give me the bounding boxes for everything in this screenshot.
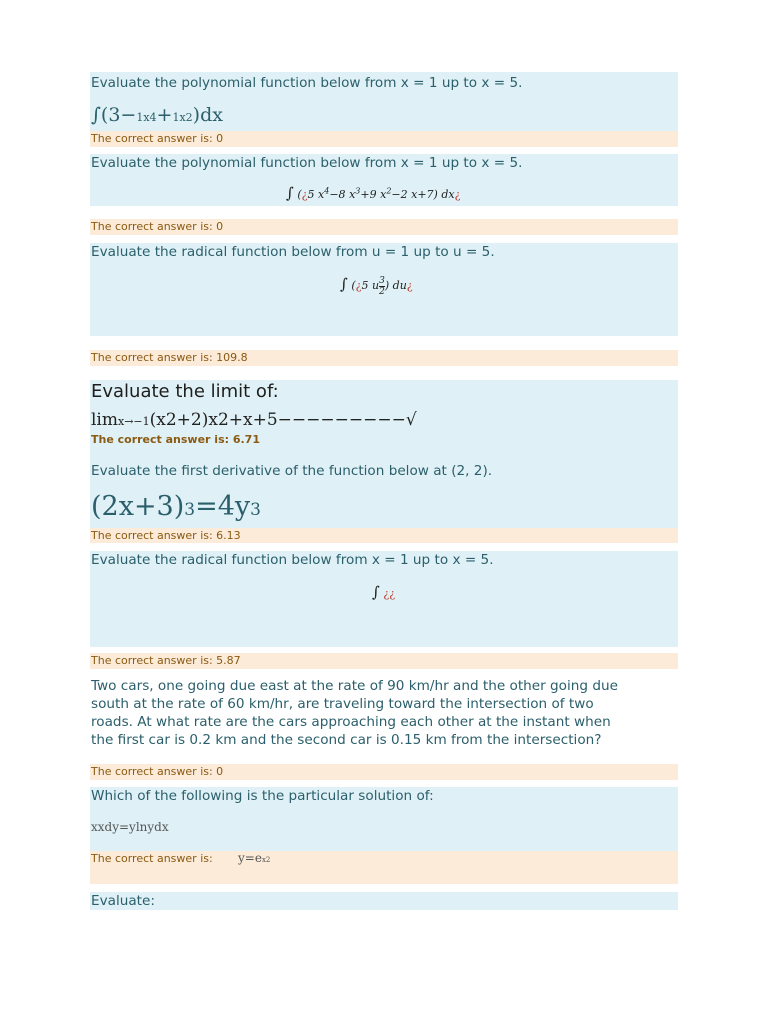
answer-2: The correct answer is: 0	[90, 219, 678, 235]
question-line-7-3: roads. At what rate are the cars approaching each other at the instant when	[91, 714, 611, 730]
question-text-6: Evaluate the radical function below from x = 1 up to x = 5.	[91, 552, 494, 568]
integral-formula-3: ∫ (¿5 u $\frac{3}{2}$ ) du¿	[340, 275, 413, 297]
question-block-6	[90, 551, 678, 647]
integral-formula-2: ∫ (¿5 $x^4-8$ $x^3+9$ $x^2-2$ x+7) dx¿	[286, 184, 461, 202]
answer-7: The correct answer is: 0	[90, 764, 678, 780]
question-block-4	[90, 380, 678, 528]
question-text-4: Evaluate the limit of:	[91, 381, 279, 402]
question-block-9	[90, 892, 678, 910]
question-text-9: Evaluate:	[91, 893, 155, 909]
question-text-1: Evaluate the polynomial function below from x = 1 up to x = 5.	[91, 75, 523, 91]
question-line-7-2: south at the rate of 60 km/hr, are traveling toward the intersection of two	[91, 696, 594, 712]
question-block-2	[90, 154, 678, 206]
answer-8-formula: y=ex2	[238, 851, 271, 865]
question-block-1	[90, 72, 678, 131]
question-block-8	[90, 787, 678, 851]
derivative-formula: (2x+3)3=4y3	[91, 491, 261, 522]
answer-8	[90, 851, 678, 884]
differential-equation: xxdy=ylnydx	[91, 820, 169, 834]
integral-formula-1: ∫(3−1x4+1x2)dx	[91, 104, 223, 126]
question-block-7	[90, 678, 678, 752]
answer-8-prefix: The correct answer is:	[91, 852, 217, 865]
answer-6: The correct answer is: 5.87	[90, 653, 678, 669]
question-block-3	[90, 243, 678, 336]
answer-1: The correct answer is: 0	[90, 131, 678, 147]
answer-5: The correct answer is: 6.13	[90, 528, 678, 543]
question-text-2: Evaluate the polynomial function below from x = 1 up to x = 5.	[91, 155, 523, 171]
question-text-3: Evaluate the radical function below from u = 1 up to u = 5.	[91, 244, 495, 260]
question-text-8: Which of the following is the particular solution of:	[91, 788, 434, 804]
answer-3: The correct answer is: 109.8	[90, 350, 678, 366]
answer-4: The correct answer is: 6.71	[91, 433, 260, 446]
question-line-7-1: Two cars, one going due east at the rate of 90 km/hr and the other going due	[91, 678, 618, 694]
integral-formula-6: ∫ ¿¿	[372, 583, 396, 601]
question-text-5: Evaluate the first derivative of the function below at (2, 2).	[91, 463, 493, 479]
limit-formula: limx→−1(x2+2)x2+x+5−−−−−−−−−√	[91, 410, 417, 430]
question-line-7-4: the first car is 0.2 km and the second car is 0.15 km from the intersection?	[91, 732, 602, 748]
